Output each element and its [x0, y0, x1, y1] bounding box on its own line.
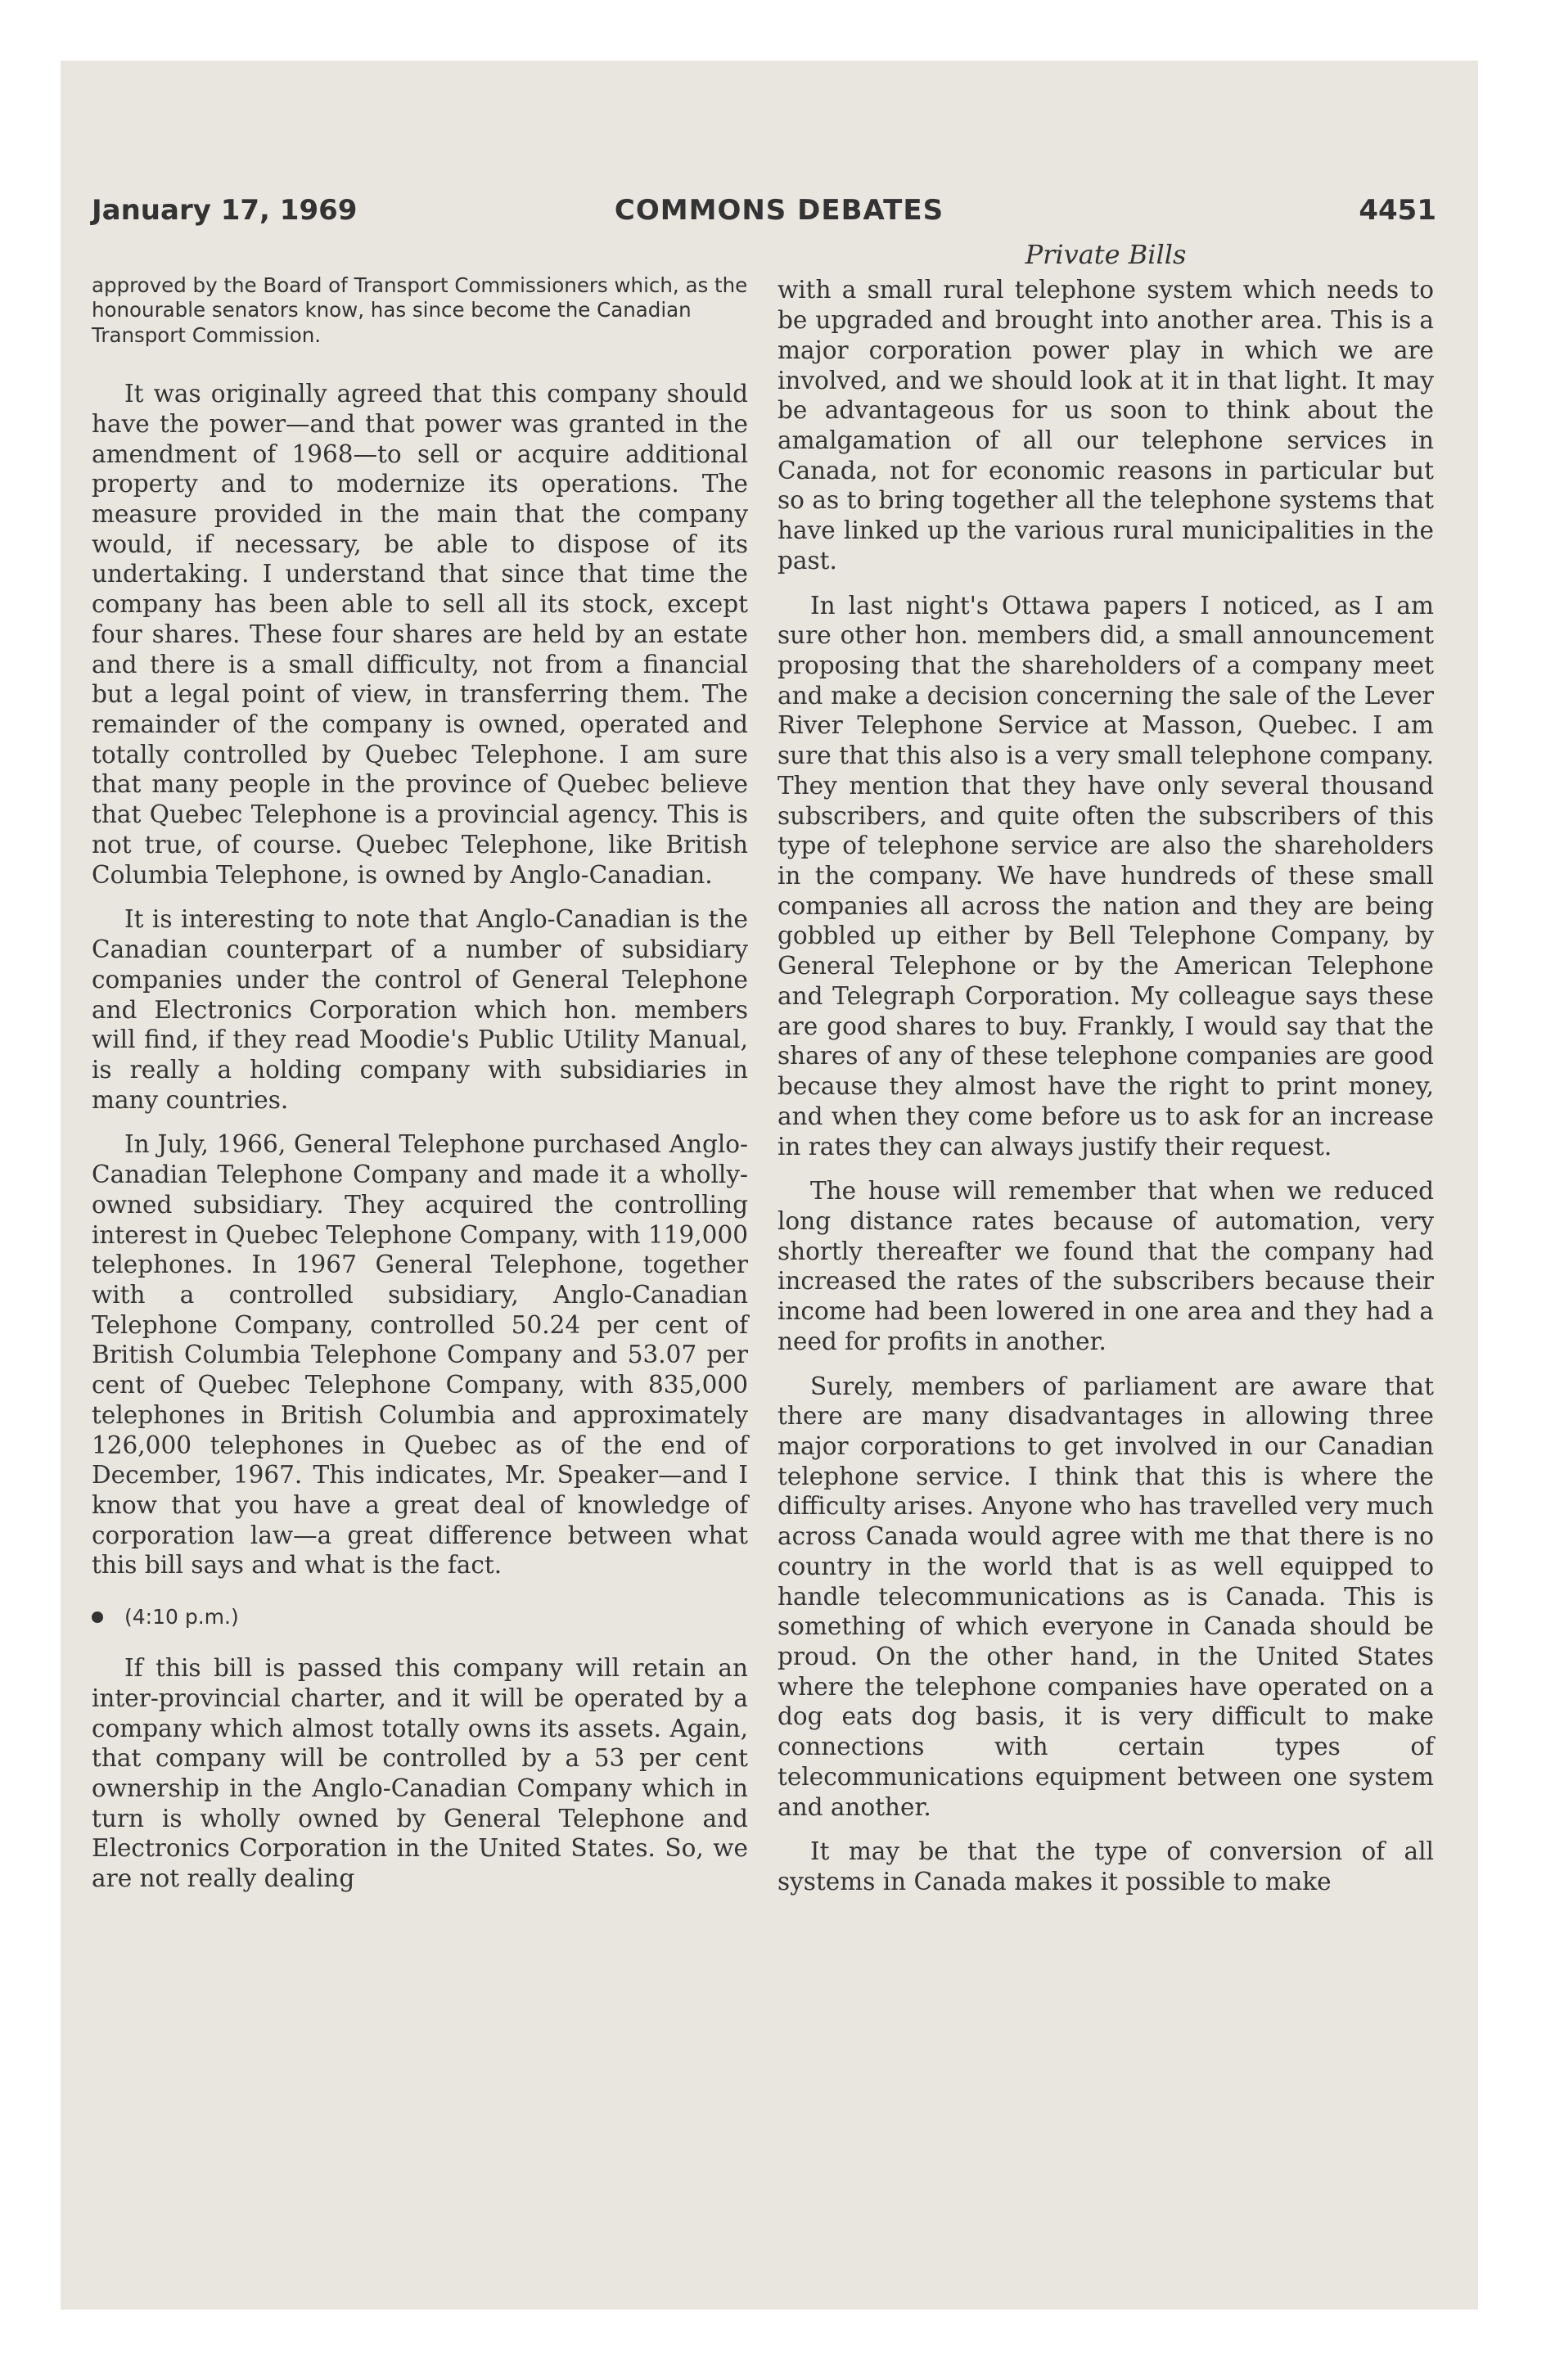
paragraph: It is interesting to note that Anglo-Canadian is the Canadian counterpart of a number of subsidiary companies under the control of General Telephone and Electronics Corporation which hon. members will find, if they read Moodie's Public Utility Manual, is really a holding company with subsidiaries in many countries.: [92, 905, 748, 1114]
right-column: [778, 239, 1434, 1897]
page-header: [92, 194, 1436, 235]
paragraph: In last night's Ottawa papers I noticed, as I am sure other hon. members did, a small announcement proposing that the shareholders of a company meet and make a decision concerning the sale of the Lever River Telephone Service at Masson, Quebec. I am sure that this also is a very small telephone company. They mention that they have only several thousand subscribers, and quite often the subscribers of this type of telephone service are also the shareholders in the company. We have hundreds of these small companies all across the nation and they are being gobbled up either by Bell Telephone Company, by General Telephone or by the American Telephone and Telegraph Corporation. My colleague says these are good shares to buy. Frankly, I would say that the shares of any of these telephone companies are good because they almost have the right to print money, and when they come before us to ask for an increase in rates they can always justify their request.: [778, 591, 1434, 1161]
time-stamp: (4:10 p.m.): [124, 1605, 239, 1629]
header-title: COMMONS DEBATES: [614, 194, 944, 227]
section-heading: Private Bills: [1025, 239, 1187, 270]
paragraph: If this bill is passed this company will retain an inter-provincial charter, and it will be operated by a company which almost totally owns its assets. Again, that company will be controlled by a 53 per cent ownership in the Anglo-Canadian Company which in turn is wholly owned by General Telephone and Electronics Corporation in the United States. So, we are not really dealing: [92, 1654, 748, 1893]
continued-paragraph: with a small rural telephone system which needs to be upgraded and brought into another area. This is a major corporation power play in which we are involved, and we should look at it in that light. It may be advantageous for us soon to think about the amalgamation of all our telephone services in Canada, not for economic reasons in particular but so as to bring together all the telephone systems that have linked up the various rural municipalities in the past.: [778, 276, 1434, 575]
continued-note: approved by the Board of Transport Commissioners which, as the honourable senators know, has since become the Canadian Transport Commission.: [92, 273, 748, 347]
left-column: [92, 239, 748, 1894]
paragraph: It may be that the type of conversion of all systems in Canada makes it possible to make: [778, 1837, 1434, 1896]
page-number: 4451: [1359, 194, 1436, 227]
bullet-icon: [92, 1611, 103, 1623]
paragraph: In July, 1966, General Telephone purchased Anglo-Canadian Telephone Company and made it a wholly-owned subsidiary. They acquired the controlling interest in Quebec Telephone Company, with 119,000 telephones. In 1967 General Telephone, together with a controlled subsidiary, Anglo-Canadian Telephone Company, controlled 50.24 per cent of British Columbia Telephone Company and 53.07 per cent of Quebec Telephone Company, with 835,000 telephones in British Columbia and approximately 126,000 telephones in Quebec as of the end of December, 1967. This indicates, Mr. Speaker—and I know that you have a great deal of knowledge of corporation law—a great difference between what this bill says and what is the fact.: [92, 1130, 748, 1580]
paragraph: The house will remember that when we reduced long distance rates because of automation, very shortly thereafter we found that the company had increased the rates of the subscribers because their income had been lowered in one area and they had a need for profits in another.: [778, 1177, 1434, 1355]
header-date: January 17, 1969: [92, 194, 358, 227]
paragraph: It was originally agreed that this company should have the power—and that power was granted in the amendment of 1968—to sell or acquire additional property and to modernize its operations. The measure provided in the main that the company would, if necessary, be able to dispose of its undertaking. I understand that since that time the company has been able to sell all its stock, except four shares. These four shares are held by an estate and there is a small difficulty, not from a financial but a legal point of view, in transferring them. The remainder of the company is owned, operated and totally controlled by Quebec Telephone. I am sure that many people in the province of Quebec believe that Quebec Telephone is a provincial agency. This is not true, of course. Quebec Telephone, like British Columbia Telephone, is owned by Anglo-Canadian.: [92, 380, 748, 889]
paragraph: Surely, members of parliament are aware that there are many disadvantages in allowing three major corporations to get involved in our Canadian telephone service. I think that this is where the difficulty arises. Anyone who has travelled very much across Canada would agree with me that there is no country in the world that is as well equipped to handle telecommunications as is Canada. This is something of which everyone in Canada should be proud. On the other hand, in the United States where the telephone companies have operated on a dog eats dog basis, it is very difficult to make connections with certain types of telecommunications equipment between one system and another.: [778, 1372, 1434, 1821]
time-stamp-row: [92, 1605, 748, 1629]
